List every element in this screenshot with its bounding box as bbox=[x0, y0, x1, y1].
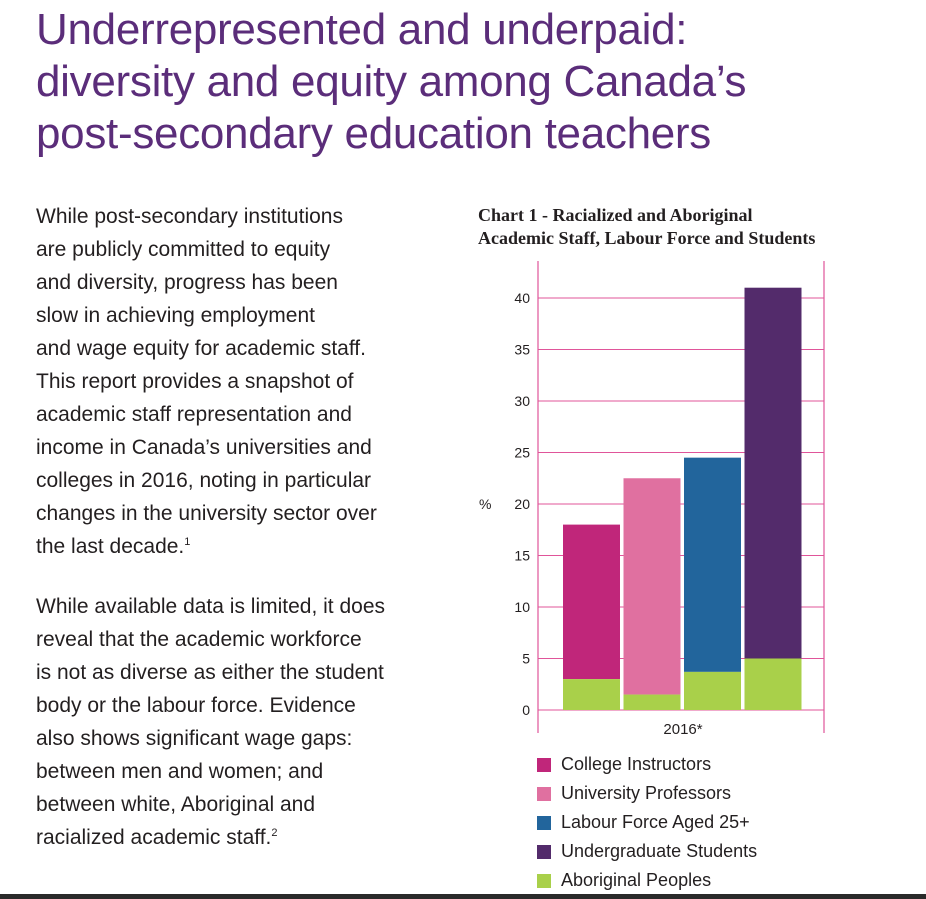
paragraph-line-text: the last decade. bbox=[36, 535, 185, 558]
y-tick-label: 40 bbox=[514, 290, 530, 306]
footnote-marker: 1 bbox=[184, 536, 191, 548]
intro-paragraph bbox=[36, 200, 436, 563]
bar-aboriginal bbox=[745, 659, 802, 711]
paragraph-line: and wage equity for academic staff. bbox=[36, 337, 366, 360]
paragraph-line: are publicly committed to equity bbox=[36, 238, 331, 261]
legend-item bbox=[537, 837, 757, 866]
y-tick-label: 5 bbox=[522, 650, 530, 667]
y-tick-label: 10 bbox=[514, 599, 530, 615]
paragraph-line: is not as diverse as either the student bbox=[36, 661, 384, 684]
x-axis-label: 2016* bbox=[663, 721, 703, 738]
bar-aboriginal bbox=[563, 679, 620, 710]
legend-label: University Professors bbox=[561, 783, 732, 803]
y-tick-label: 25 bbox=[514, 444, 530, 461]
page-title bbox=[36, 4, 916, 160]
paragraph-line: income in Canada’s universities and bbox=[36, 436, 372, 459]
bar-aboriginal bbox=[684, 672, 741, 710]
footnote-marker: 2 bbox=[271, 827, 278, 839]
paragraph-line: This report provides a snapshot of bbox=[36, 370, 354, 393]
y-tick-label: 15 bbox=[514, 547, 530, 564]
bar-racialized bbox=[624, 478, 681, 694]
y-tick-label: 30 bbox=[514, 393, 530, 409]
chart-title-line: Chart 1 - Racialized and Aboriginal bbox=[478, 205, 753, 225]
y-tick-label: 35 bbox=[514, 341, 530, 358]
y-tick-label: 20 bbox=[514, 496, 530, 512]
chart-legend bbox=[537, 750, 757, 895]
paragraph-line bbox=[36, 530, 436, 563]
title-line: Underrepresented and underpaid: bbox=[36, 5, 688, 54]
paragraph-line: While available data is limited, it does bbox=[36, 595, 386, 618]
page-bottom-border bbox=[0, 894, 926, 899]
paragraph-line: academic staff representation and bbox=[36, 403, 352, 426]
legend-label: Labour Force Aged 25+ bbox=[561, 812, 750, 832]
paragraph-line: between white, Aboriginal and bbox=[36, 793, 316, 816]
y-axis-label: % bbox=[479, 496, 492, 512]
bar-racialized bbox=[563, 525, 620, 680]
legend-item bbox=[537, 779, 757, 808]
paragraph-line-text: racialized academic staff. bbox=[36, 826, 272, 849]
legend-swatch bbox=[537, 816, 551, 830]
paragraph-line: and diversity, progress has been bbox=[36, 271, 338, 294]
paragraph-line: also shows significant wage gaps: bbox=[36, 727, 353, 750]
legend-item bbox=[537, 808, 757, 837]
paragraph-line: While post-secondary institutions bbox=[36, 205, 343, 228]
legend-swatch bbox=[537, 845, 551, 859]
legend-label: College Instructors bbox=[561, 754, 712, 774]
findings-paragraph bbox=[36, 590, 436, 854]
paragraph-line: changes in the university sector over bbox=[36, 502, 377, 525]
legend-item bbox=[537, 750, 757, 779]
legend-swatch bbox=[537, 787, 551, 801]
bar-racialized bbox=[684, 458, 741, 672]
paragraph-line: reveal that the academic workforce bbox=[36, 628, 362, 651]
title-line: post-secondary education teachers bbox=[36, 109, 711, 158]
legend-label: Undergraduate Students bbox=[561, 841, 758, 861]
legend-swatch bbox=[537, 758, 551, 772]
title-line: diversity and equity among Canada’s bbox=[36, 57, 747, 106]
legend-label: Aboriginal Peoples bbox=[561, 870, 712, 890]
paragraph-line: body or the labour force. Evidence bbox=[36, 694, 356, 717]
legend-swatch bbox=[537, 874, 551, 888]
chart-title-line: Academic Staff, Labour Force and Students bbox=[478, 228, 816, 248]
bar-racialized bbox=[745, 288, 802, 659]
paragraph-line: colleges in 2016, noting in particular bbox=[36, 469, 372, 492]
bar-aboriginal bbox=[624, 695, 681, 710]
y-tick-label: 0 bbox=[522, 702, 530, 718]
paragraph-line: slow in achieving employment bbox=[36, 304, 315, 327]
legend-item bbox=[537, 866, 757, 895]
bar-chart bbox=[470, 255, 850, 747]
paragraph-line: between men and women; and bbox=[36, 760, 324, 783]
chart-title bbox=[478, 204, 918, 250]
paragraph-line bbox=[36, 821, 436, 854]
